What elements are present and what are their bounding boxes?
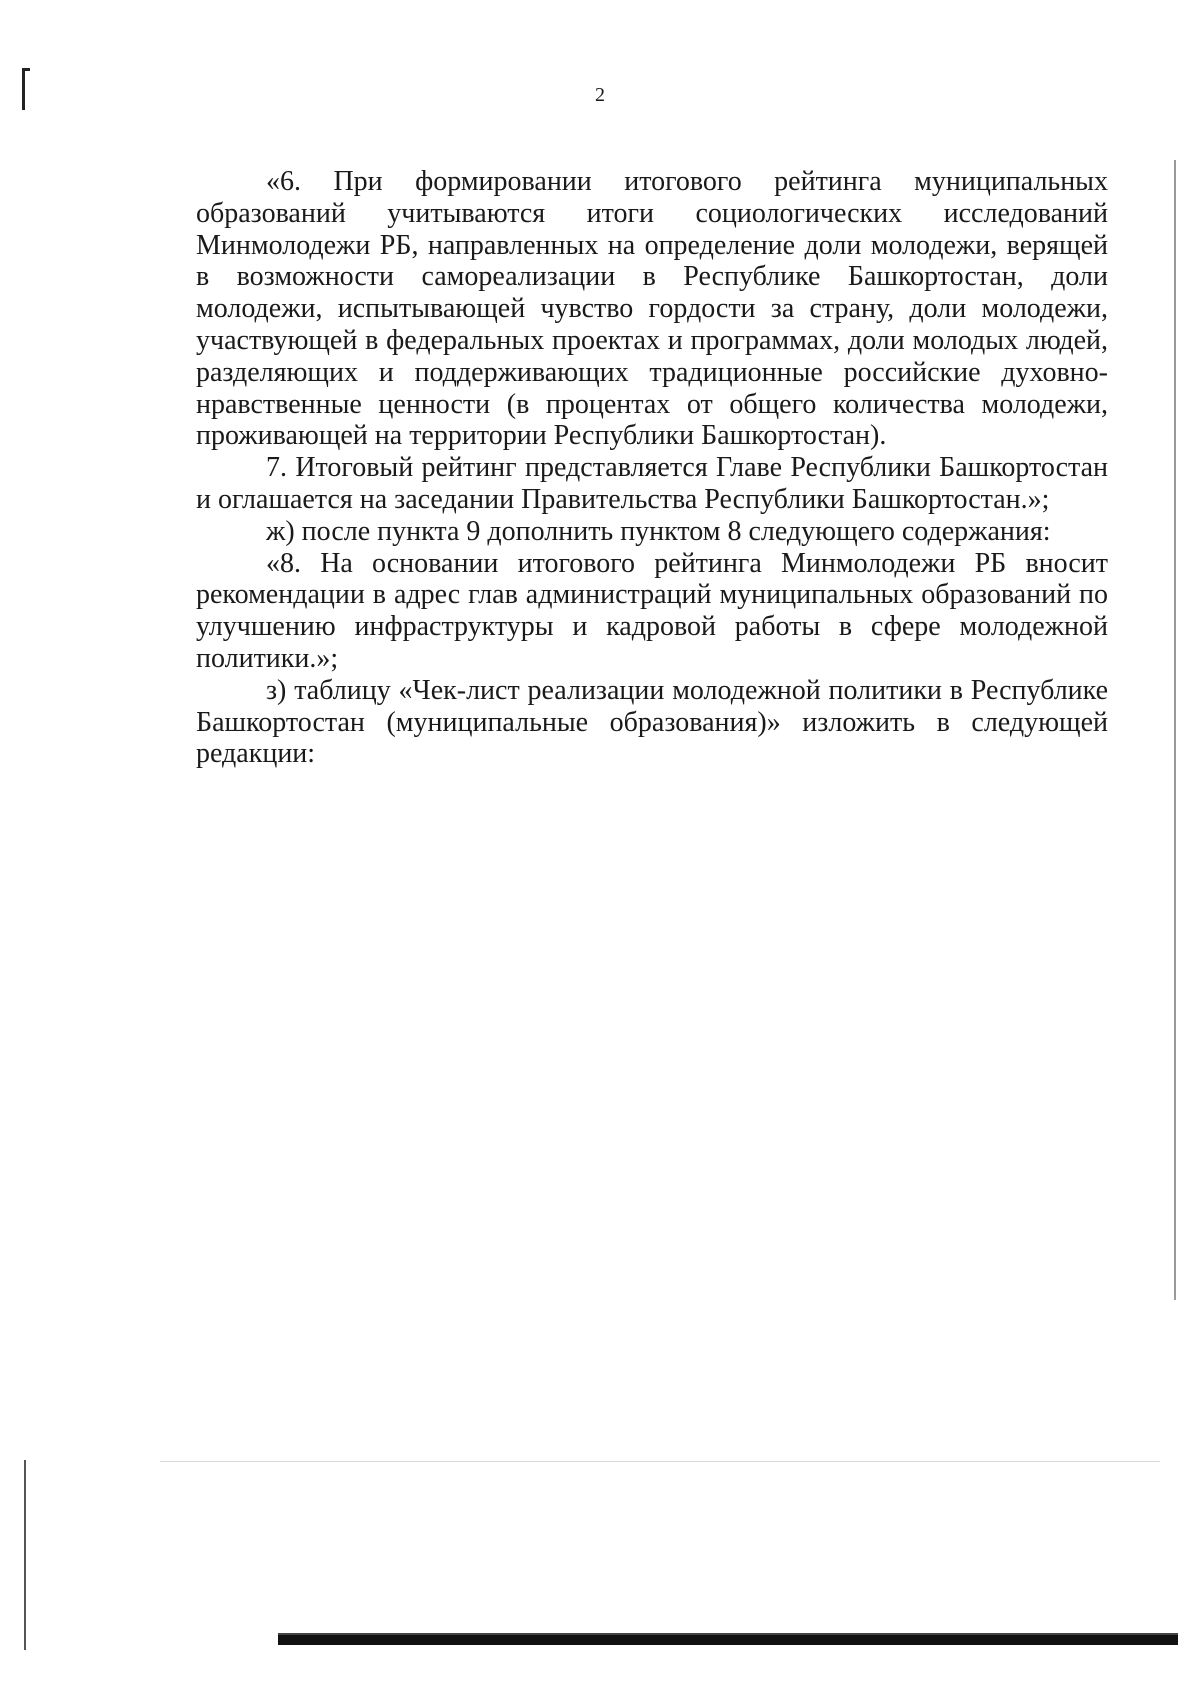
scan-edge-line	[1174, 160, 1176, 1300]
scan-margin-mark	[22, 68, 30, 71]
paragraph-amendment-z: з) таблицу «Чек-лист реализации молодежной политики в Республике Башкортостан (муниципальные образования)» изложить в следующей редакции:	[196, 674, 1108, 770]
paragraph-amendment-zh: ж) после пункта 9 дополнить пунктом 8 следующего содержания:	[266, 515, 1051, 547]
paragraph-item-6: «6. При формировании итогового рейтинга муниципальных образований учитываются итоги социологических исследований Минмолодежи РБ, направленных на определение доли молодежи, верящей в возможности самореализации в Республике Башкортостан, доли молодежи, испытывающей чувство гордости за страну, доли молодежи, участвующей в федеральных проектах и программах, доли молодых людей, разделяющих и поддерживающих традиционные российские духовно-нравственные ценности (в процентах от общего количества молодежи, проживающей на территории Республики Башкортостан).	[196, 166, 1108, 452]
paragraph-item-8: «8. На основании итогового рейтинга Минмолодежи РБ вносит рекомендации в адрес глав администраций муниципальных образований по улучшению инфраструктуры и кадровой работы в сфере молодежной политики.»;	[196, 547, 1108, 674]
scan-bottom-rule	[278, 1635, 1178, 1645]
document-body	[196, 166, 1108, 770]
scan-faint-row	[160, 1461, 1160, 1462]
page-number: 2	[595, 84, 605, 106]
scan-edge-line	[24, 1460, 26, 1650]
paragraph-item-7: 7. Итоговый рейтинг представляется Главе Республики Башкортостан и оглашается на заседании Правительства Республики Башкортостан.»;	[196, 452, 1108, 515]
